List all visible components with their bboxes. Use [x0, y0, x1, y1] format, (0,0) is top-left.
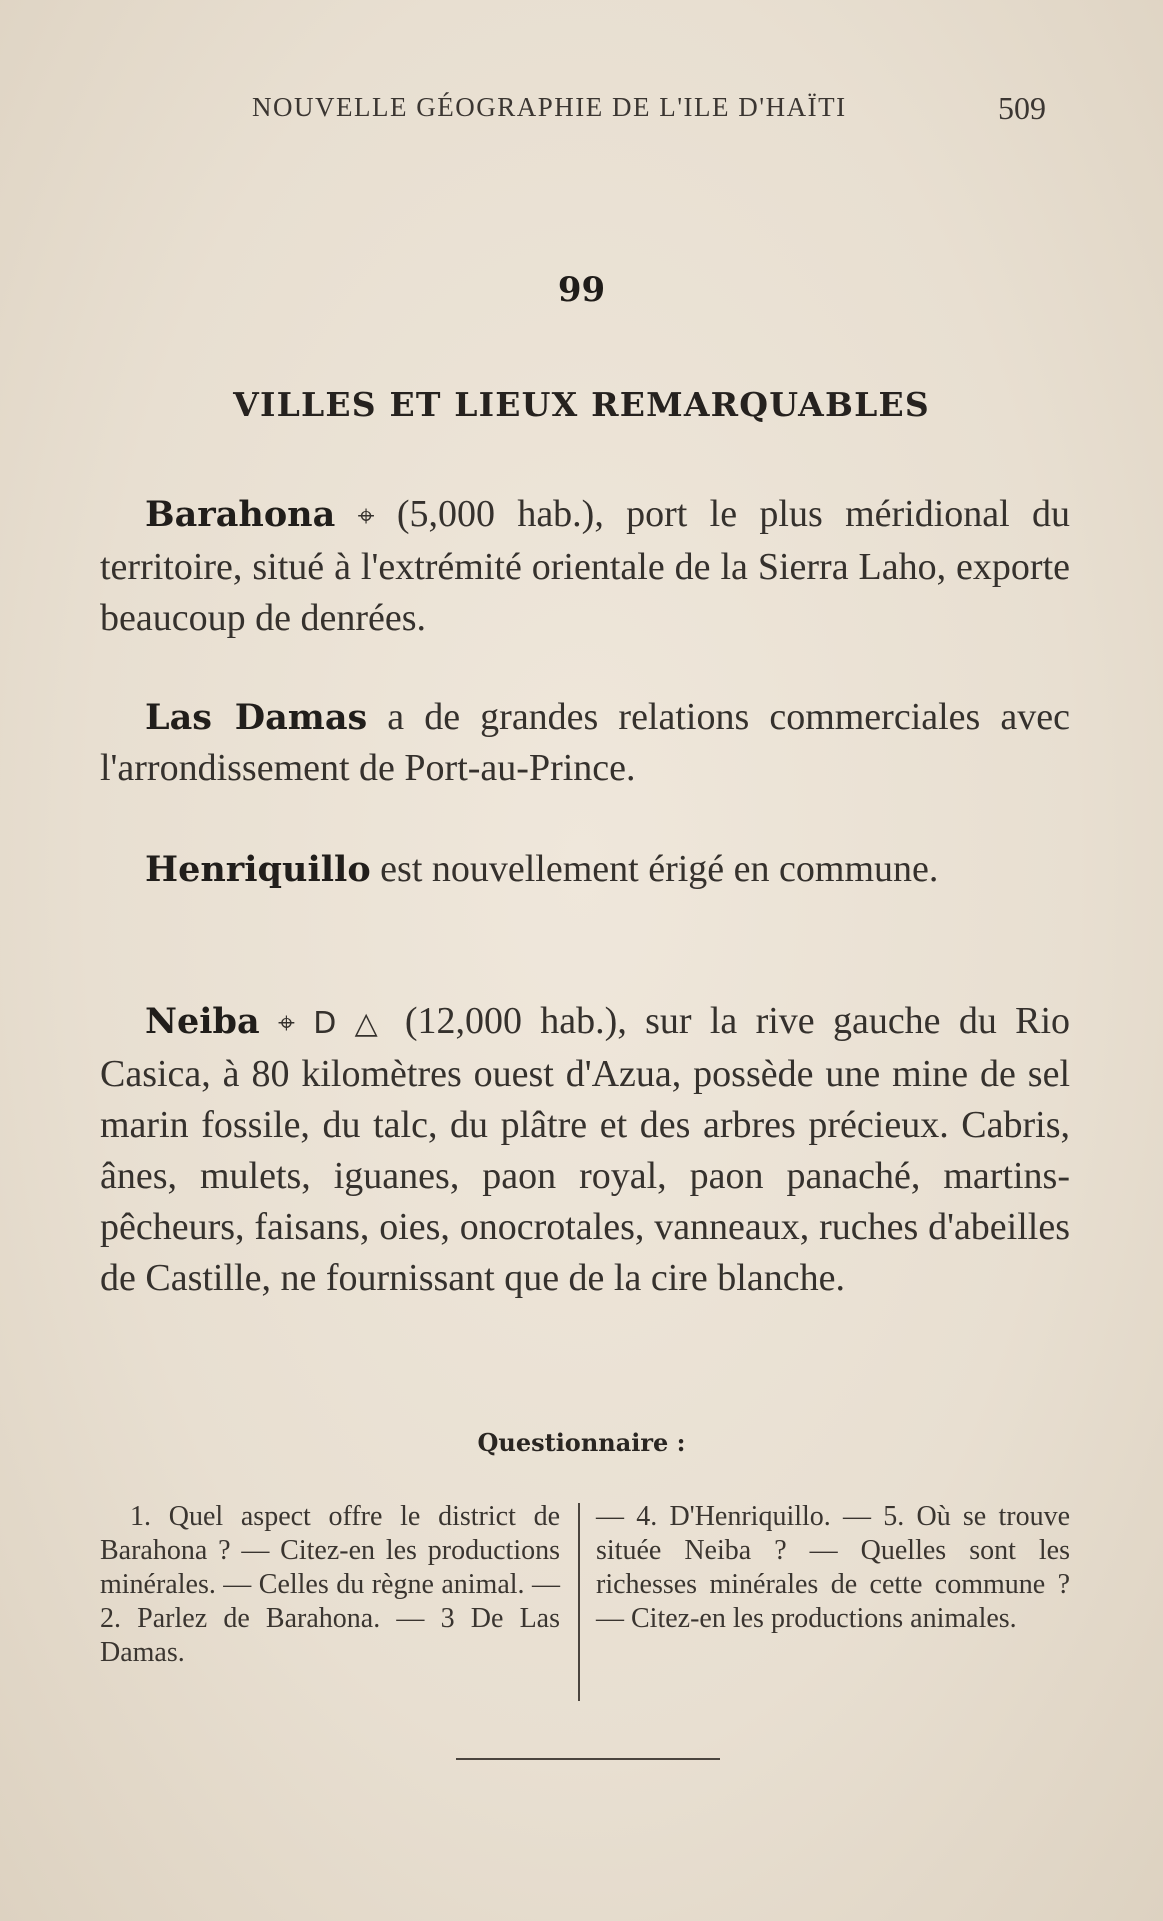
paragraph-text: est nouvellement érigé en commune.	[380, 848, 939, 890]
end-rule	[456, 1758, 720, 1760]
d-icon: D	[313, 1006, 337, 1041]
questionnaire-right-column: — 4. D'Henriquillo. — 5. Où se trouve située Neiba ? — Quelles sont les richesses minérales de cette commune ? — Citez-en les productions animales.	[596, 1501, 1070, 1634]
paragraph-neiba	[100, 996, 1070, 1304]
triangle-icon: △	[354, 1006, 387, 1041]
port-icon: ⌖	[357, 499, 375, 534]
column-divider	[578, 1503, 580, 1701]
place-name-barahona: Barahona	[145, 494, 336, 535]
questionnaire-title: Questionnaire :	[477, 1428, 686, 1457]
paragraph-text: a de grandes relations commerciales avec l'arrondissement de Port-au-Prince.	[100, 696, 1071, 789]
questionnaire-left-column: 1. Quel aspect offre le district de Barahona ? — Citez-en les productions minérales. — Celles du règne animal. — 2. Parlez de Barahona. — 3 De Las Damas.	[100, 1501, 560, 1668]
paragraph-henriquillo	[100, 844, 1070, 895]
paragraph-text: (5,000 hab.), port le plus méridional du territoire, situé à l'extrémité orientale de la Sierra Laho, exporte beaucoup de denrées.	[100, 493, 1071, 639]
chapter-number: 99	[557, 270, 606, 310]
section-title: VILLES ET LIEUX REMARQUABLES	[233, 385, 930, 424]
place-name-neiba: Neiba	[145, 1001, 260, 1042]
paragraph-barahona	[100, 489, 1070, 644]
place-name-henriquillo: Henriquillo	[145, 849, 371, 890]
port-icon: ⌖	[278, 1006, 295, 1041]
paragraph-text: (12,000 hab.), sur la rive gauche du Rio Casica, à 80 kilomètres ouest d'Azua, possède une mine de sel marin fossile, du talc, du plâtre et des arbres précieux. Cabris, ânes, mulets, iguanes, paon royal, paon panaché, martins-pêcheurs, faisans, oies, onocrotales, vanneaux, ruches d'abeilles de Castille, ne fournissant que de la cire blanche.	[100, 1000, 1071, 1299]
page-number: 509	[998, 90, 1046, 126]
place-name-las-damas: Las Damas	[145, 697, 368, 738]
running-title: NOUVELLE GÉOGRAPHIE DE L'ILE D'HAÏTI	[252, 92, 847, 122]
paragraph-las-damas	[100, 692, 1070, 794]
